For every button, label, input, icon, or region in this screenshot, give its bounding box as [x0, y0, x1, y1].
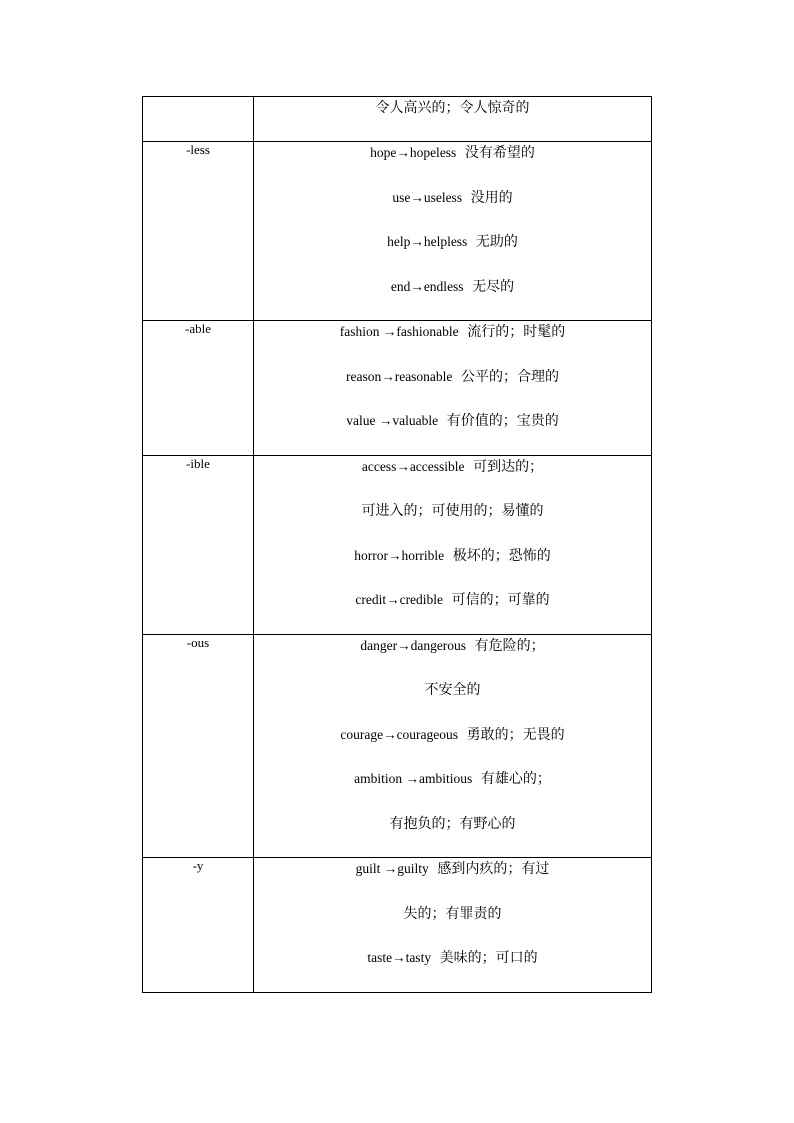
chinese-meaning: 极坏的；恐怖的	[452, 547, 551, 564]
english-derivation: help→helpless	[387, 234, 468, 249]
chinese-meaning: 失的；有罪责的	[403, 905, 502, 922]
english-derivation: fashion →fashionable	[339, 324, 459, 339]
words-cell	[254, 634, 652, 858]
chinese-meaning: 无尽的	[472, 278, 515, 295]
chinese-meaning: 没用的	[470, 189, 513, 206]
chinese-meaning: 无助的	[475, 234, 518, 250]
word-line	[254, 768, 651, 813]
chinese-meaning: 有雄心的；	[480, 771, 551, 787]
word-line	[254, 813, 651, 858]
suffix-table	[142, 96, 652, 993]
word-line	[254, 142, 651, 187]
words-cell	[254, 97, 652, 142]
english-derivation: guilt →guilty	[355, 861, 429, 876]
chinese-meaning: 有危险的；	[474, 637, 545, 654]
words-cell	[254, 321, 652, 456]
word-line	[254, 456, 651, 501]
table-row	[143, 455, 652, 634]
word-line	[254, 903, 651, 948]
english-derivation: end→endless	[390, 278, 464, 294]
chinese-meaning: 有抱负的；有野心的	[389, 815, 516, 832]
chinese-meaning: 可进入的；可使用的；易懂的	[361, 503, 544, 519]
word-line	[254, 276, 651, 321]
suffix-cell: -less	[143, 142, 254, 321]
chinese-meaning: 不安全的	[424, 682, 481, 698]
chinese-meaning: 勇敢的；无畏的	[466, 726, 565, 743]
chinese-meaning: 可信的；可靠的	[451, 592, 550, 608]
word-line	[254, 410, 651, 455]
word-line	[254, 366, 651, 411]
table-row	[143, 321, 652, 456]
chinese-meaning: 令人高兴的；令人惊奇的	[375, 100, 530, 116]
word-line	[254, 500, 651, 545]
word-line	[254, 187, 651, 232]
english-derivation: use→useless	[392, 189, 463, 205]
chinese-meaning: 公平的；合理的	[461, 368, 560, 385]
table-row	[143, 142, 652, 321]
suffix-cell	[143, 97, 254, 142]
word-line	[254, 545, 651, 590]
english-derivation: taste→tasty	[367, 950, 432, 965]
english-derivation: ambition →ambitious	[354, 771, 473, 786]
english-derivation: reason→reasonable	[345, 368, 453, 384]
suffix-cell: -ous	[143, 634, 254, 858]
english-derivation: value →valuable	[346, 413, 439, 428]
words-cell	[254, 455, 652, 634]
word-line	[254, 679, 651, 724]
english-derivation: hope→hopeless	[370, 145, 457, 160]
table-row	[143, 858, 652, 993]
chinese-meaning: 有价值的；宝贵的	[446, 413, 559, 429]
words-cell	[254, 858, 652, 993]
suffix-cell: -able	[143, 321, 254, 456]
word-line	[254, 321, 651, 366]
english-derivation: horror→horrible	[354, 547, 445, 563]
suffix-cell: -y	[143, 858, 254, 993]
english-derivation: access→accessible	[361, 458, 465, 474]
chinese-meaning: 流行的；时髦的	[467, 324, 566, 340]
word-line	[254, 97, 651, 141]
english-derivation: courage→courageous	[340, 726, 459, 742]
english-derivation: danger→dangerous	[360, 637, 467, 653]
table-row	[143, 97, 652, 142]
word-line	[254, 635, 651, 680]
table-body	[143, 97, 652, 993]
chinese-meaning: 可到达的；	[473, 458, 544, 475]
chinese-meaning: 感到内疚的；有过	[437, 861, 550, 877]
suffix-cell: -ible	[143, 455, 254, 634]
word-line	[254, 724, 651, 769]
word-line	[254, 589, 651, 634]
word-line	[254, 947, 651, 992]
table-row	[143, 634, 652, 858]
words-cell	[254, 142, 652, 321]
chinese-meaning: 美味的；可口的	[439, 950, 538, 966]
chinese-meaning: 没有希望的	[464, 145, 535, 161]
word-line	[254, 231, 651, 276]
word-line	[254, 858, 651, 903]
english-derivation: credit→credible	[355, 592, 444, 607]
